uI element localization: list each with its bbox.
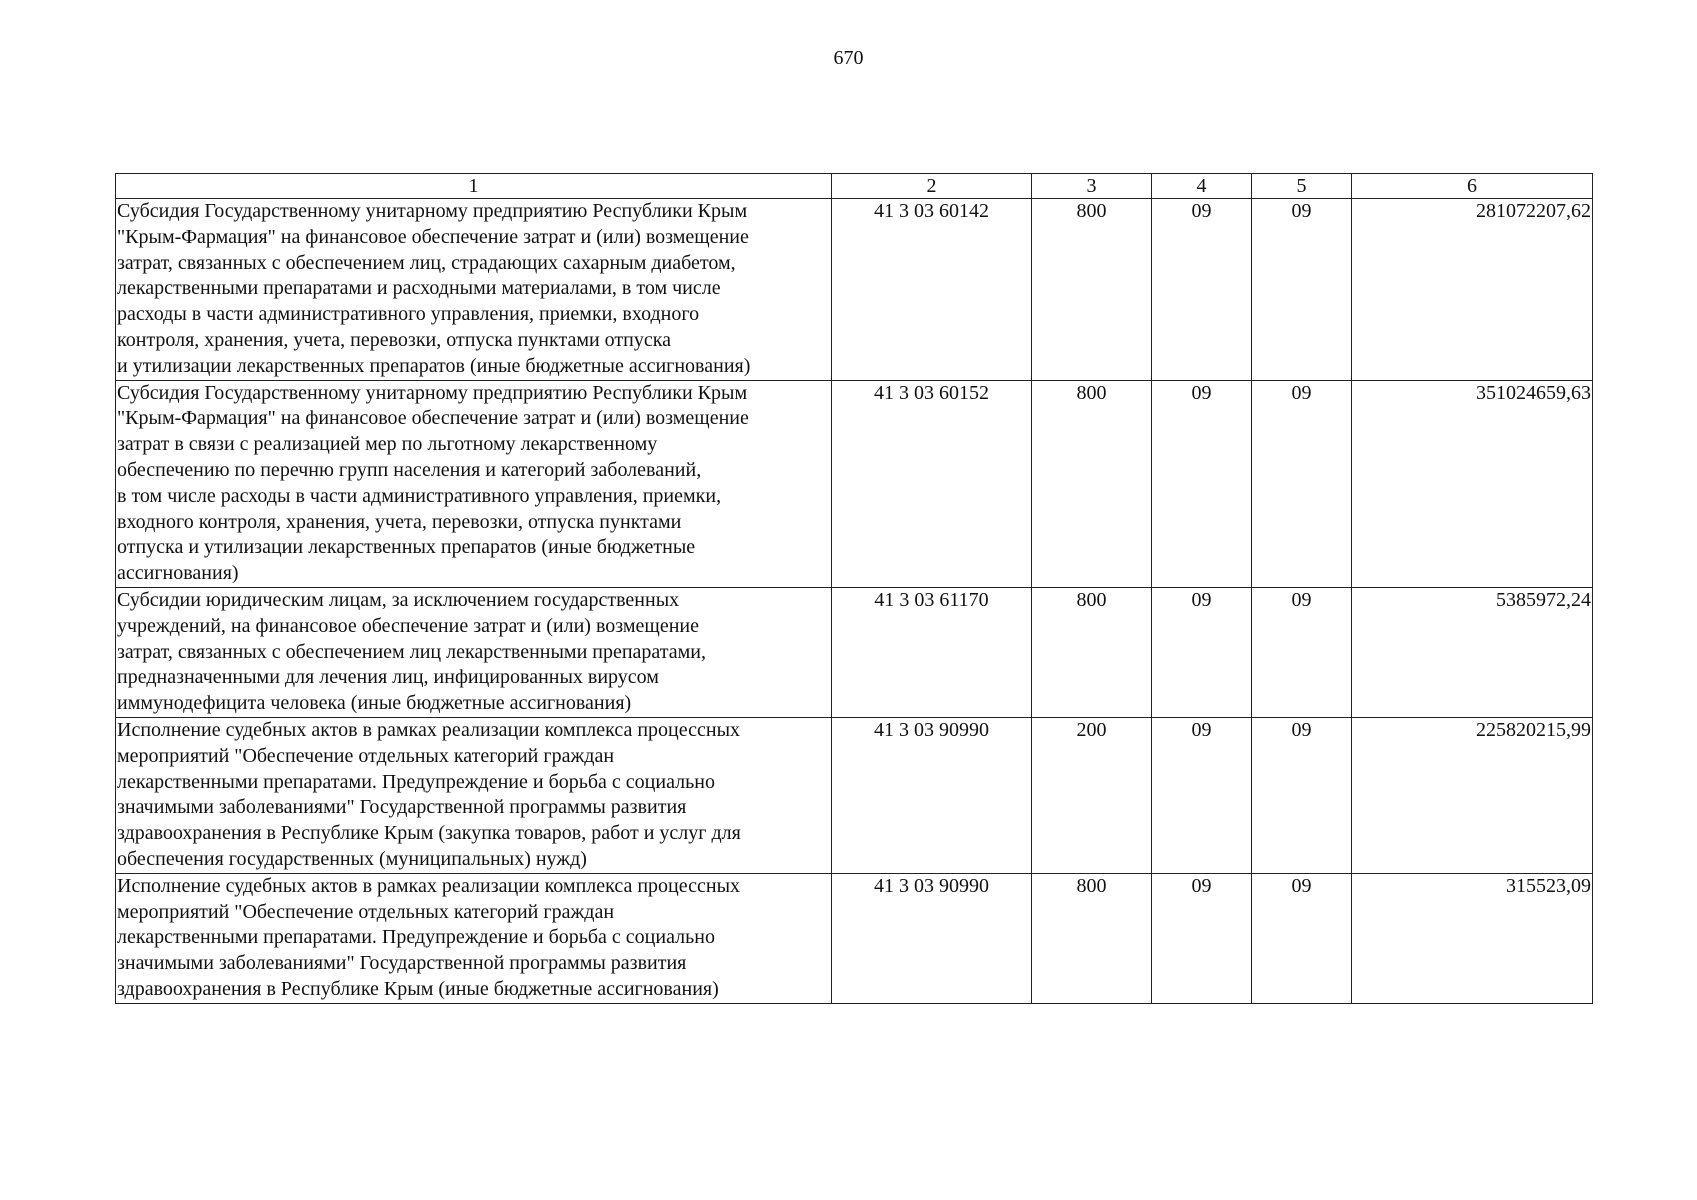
table-row	[116, 873, 1593, 1003]
expense-type-code: 800	[1032, 380, 1152, 587]
target-article-code: 41 3 03 61170	[832, 587, 1032, 717]
subsection-code: 09	[1252, 873, 1352, 1003]
budget-table	[115, 173, 1593, 1004]
section-code: 09	[1152, 199, 1252, 381]
target-article-code: 41 3 03 60152	[832, 380, 1032, 587]
column-header: 6	[1352, 174, 1593, 199]
table-row	[116, 199, 1593, 381]
target-article-code: 41 3 03 90990	[832, 717, 1032, 873]
amount-value: 315523,09	[1352, 873, 1593, 1003]
expense-description: Субсидия Государственному унитарному предприятию Республики Крым "Крым-Фармация" на финансовое обеспечение затрат и (или) возмещение затрат, связанных с обеспечением лиц, страдающих сахарным диабетом, лекарственными препаратами и расходными материалами, в том числе расходы в части административного управления, приемки, входного контроля, хранения, учета, перевозки, отпуска пунктами отпуска и утилизации лекарственных препаратов (иные бюджетные ассигнования)	[116, 199, 832, 381]
amount-value: 225820215,99	[1352, 717, 1593, 873]
expense-description: Субсидии юридическим лицам, за исключением государственных учреждений, на финансовое обеспечение затрат и (или) возмещение затрат, связанных с обеспечением лиц лекарственными препаратами, предназначенными для лечения лиц, инфицированных вирусом иммунодефицита человека (иные бюджетные ассигнования)	[116, 587, 832, 717]
section-code: 09	[1152, 717, 1252, 873]
expense-type-code: 800	[1032, 873, 1152, 1003]
table-row	[116, 717, 1593, 873]
section-code: 09	[1152, 380, 1252, 587]
subsection-code: 09	[1252, 199, 1352, 381]
target-article-code: 41 3 03 60142	[832, 199, 1032, 381]
column-header: 1	[116, 174, 832, 199]
table-row	[116, 380, 1593, 587]
subsection-code: 09	[1252, 717, 1352, 873]
expense-description: Исполнение судебных актов в рамках реализации комплекса процессных мероприятий "Обеспечение отдельных категорий граждан лекарственными препаратами. Предупреждение и борьба с социально значимыми заболеваниями" Государственной программы развития здравоохранения в Республике Крым (закупка товаров, работ и услуг для обеспечения государственных (муниципальных) нужд)	[116, 717, 832, 873]
section-code: 09	[1152, 587, 1252, 717]
amount-value: 281072207,62	[1352, 199, 1593, 381]
column-header: 3	[1032, 174, 1152, 199]
table-header-row	[116, 174, 1593, 199]
expense-type-code: 800	[1032, 587, 1152, 717]
page-number: 670	[833, 47, 864, 69]
expense-type-code: 200	[1032, 717, 1152, 873]
column-header: 4	[1152, 174, 1252, 199]
column-header: 5	[1252, 174, 1352, 199]
table-row	[116, 587, 1593, 717]
subsection-code: 09	[1252, 380, 1352, 587]
column-header: 2	[832, 174, 1032, 199]
subsection-code: 09	[1252, 587, 1352, 717]
amount-value: 5385972,24	[1352, 587, 1593, 717]
target-article-code: 41 3 03 90990	[832, 873, 1032, 1003]
amount-value: 351024659,63	[1352, 380, 1593, 587]
expense-type-code: 800	[1032, 199, 1152, 381]
expense-description: Субсидия Государственному унитарному предприятию Республики Крым "Крым-Фармация" на финансовое обеспечение затрат и (или) возмещение затрат в связи с реализацией мер по льготному лекарственному обеспечению по перечню групп населения и категорий заболеваний, в том числе расходы в части административного управления, приемки, входного контроля, хранения, учета, перевозки, отпуска пунктами отпуска и утилизации лекарственных препаратов (иные бюджетные ассигнования)	[116, 380, 832, 587]
section-code: 09	[1152, 873, 1252, 1003]
expense-description: Исполнение судебных актов в рамках реализации комплекса процессных мероприятий "Обеспечение отдельных категорий граждан лекарственными препаратами. Предупреждение и борьба с социально значимыми заболеваниями" Государственной программы развития здравоохранения в Республике Крым (иные бюджетные ассигнования)	[116, 873, 832, 1003]
